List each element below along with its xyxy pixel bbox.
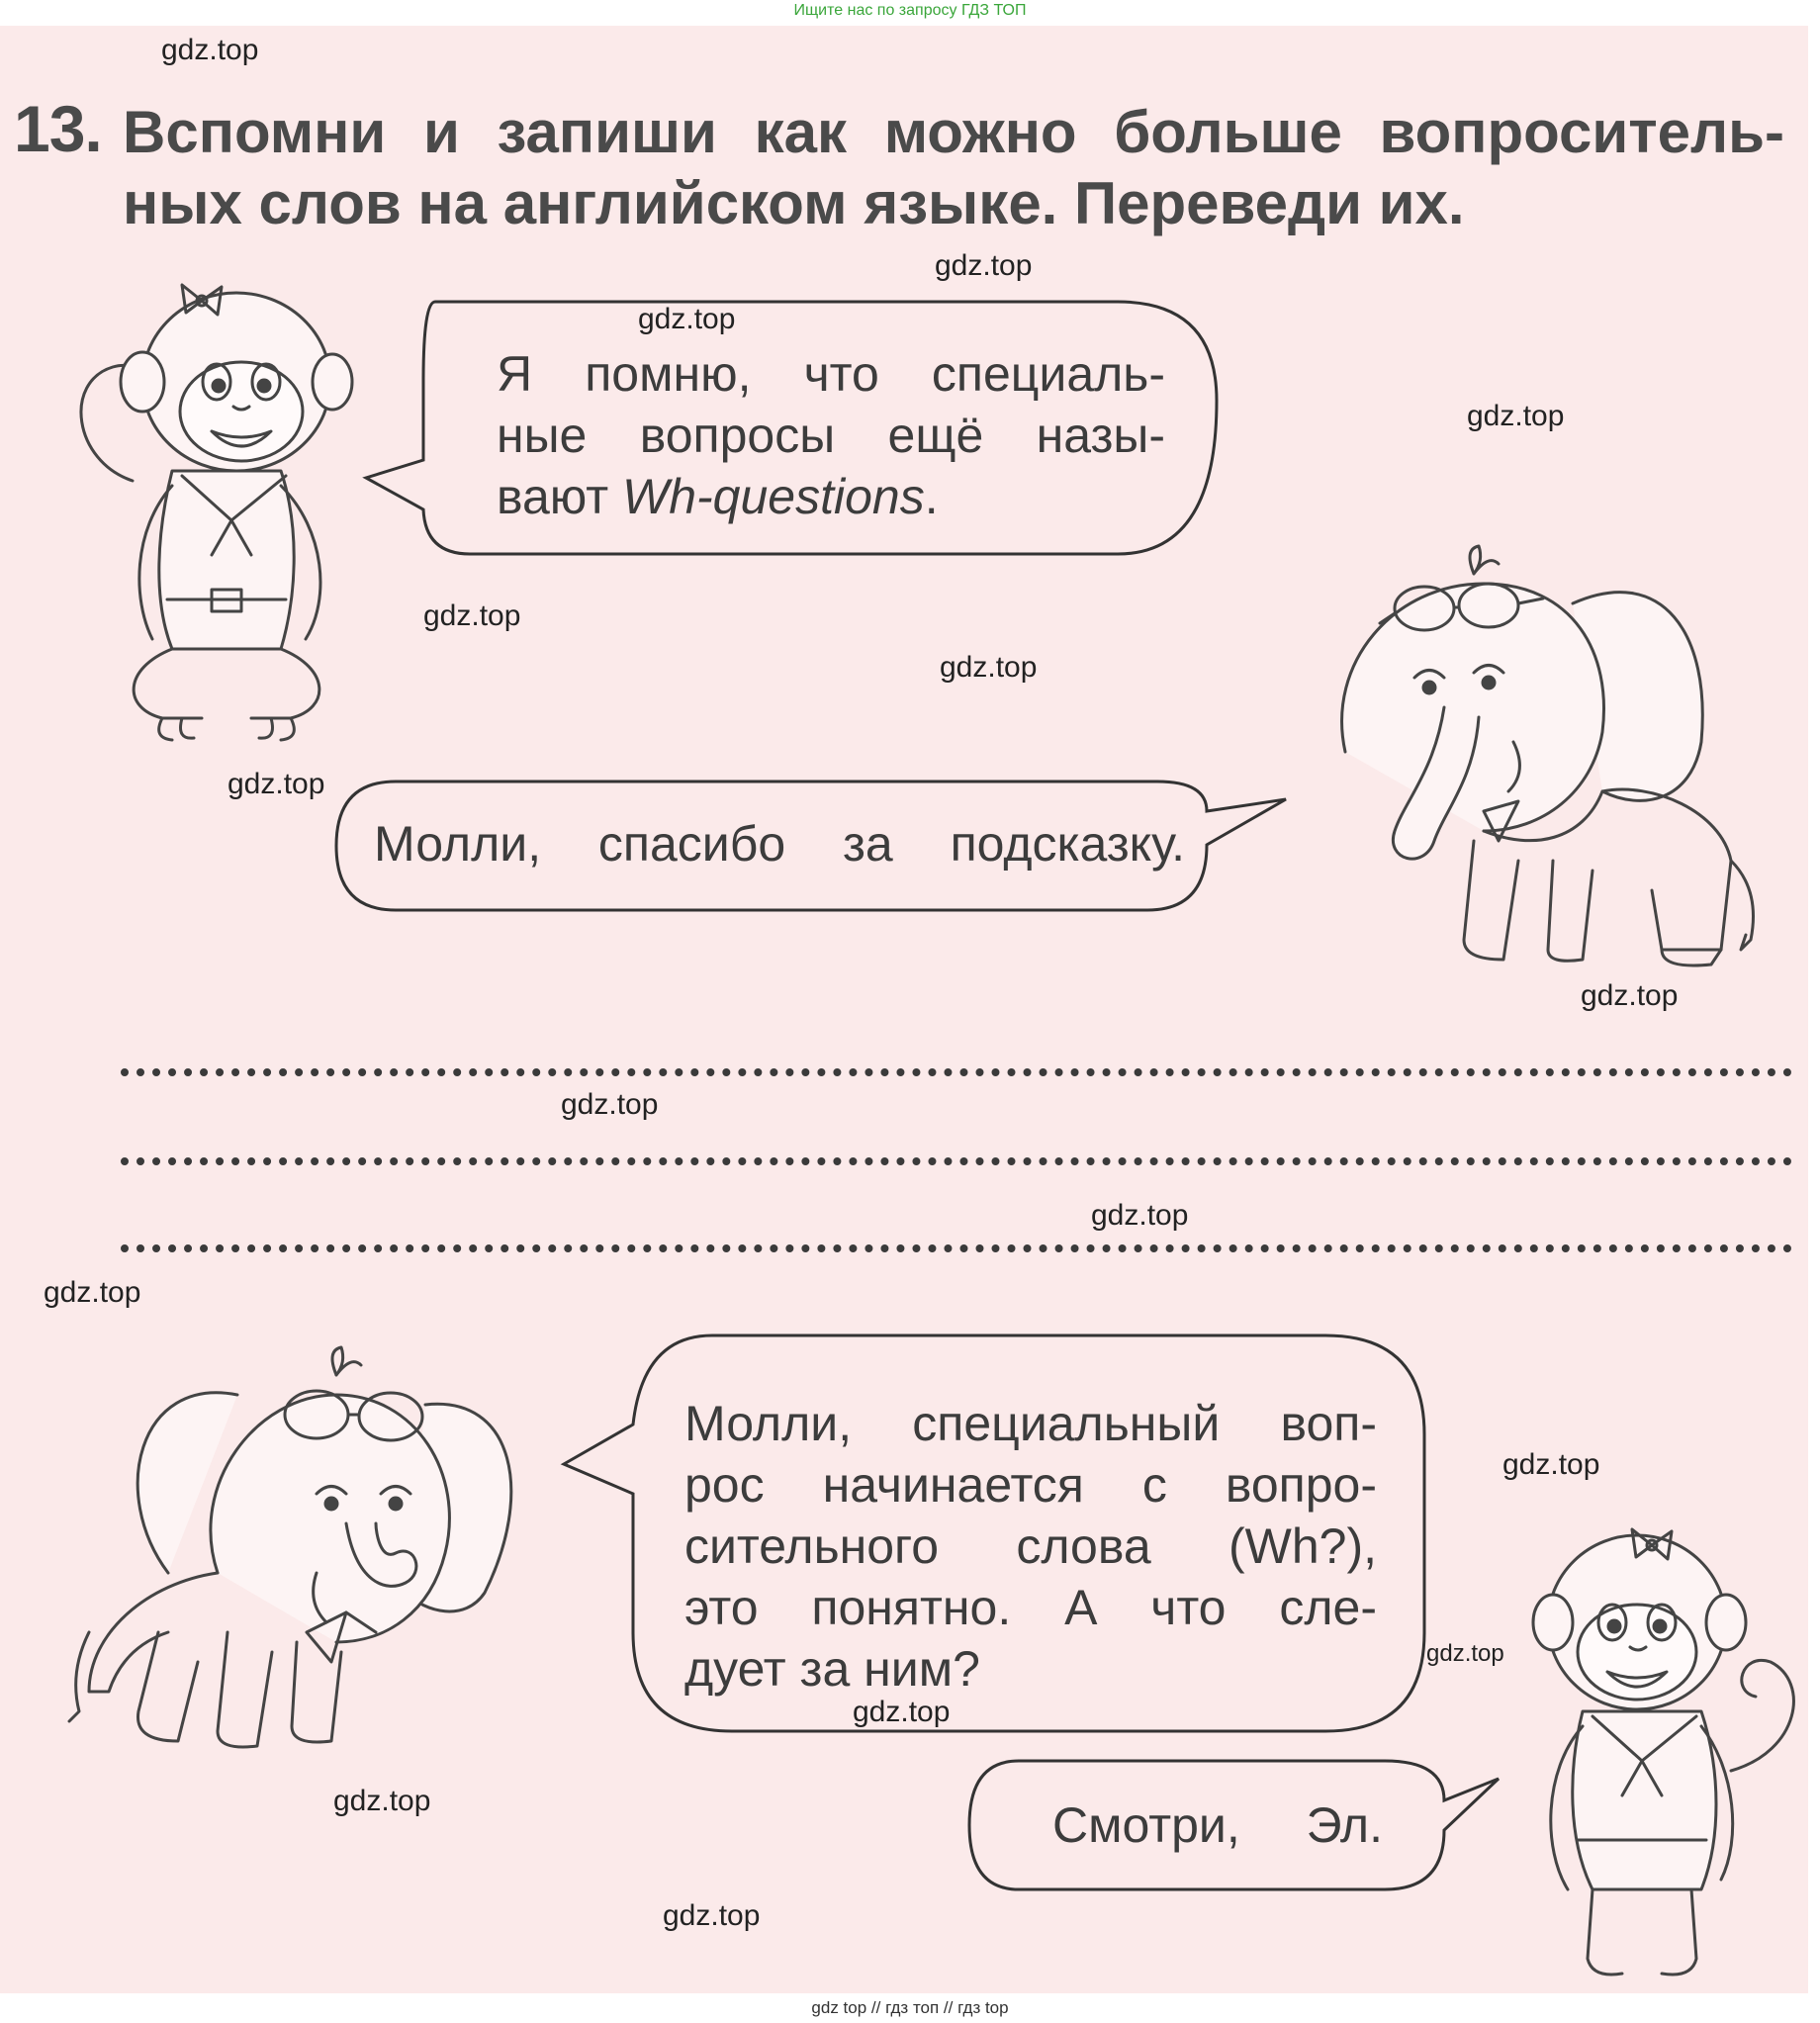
- watermark: gdz.top: [663, 1899, 761, 1932]
- bubble-molly-1-text: [497, 343, 1165, 527]
- top-banner[interactable]: Ищите нас по запросу ГДЗ ТОП: [793, 2, 1027, 19]
- bubble-molly-1-line-3-suffix: .: [924, 469, 939, 524]
- watermark: gdz.top: [853, 1696, 951, 1728]
- elephant-el-illustration-2: [49, 1335, 554, 1761]
- bubble-el-2-line-3: сительного слова (Wh?),: [684, 1518, 1377, 1574]
- bubble-el-2-line-2: рос начинается с вопро-: [684, 1457, 1377, 1513]
- bottom-banner[interactable]: gdz top // гдз топ // гдз top: [811, 1998, 1009, 2017]
- answer-line-3[interactable]: [121, 1244, 1792, 1252]
- answer-line-1[interactable]: [121, 1068, 1792, 1076]
- bubble-molly-1-line-3-prefix: вают: [497, 469, 623, 524]
- bubble-molly-2-line: Смотри, Эл.: [1052, 1797, 1383, 1853]
- bubble-el-2-text: [684, 1393, 1377, 1700]
- watermark: gdz.top: [1581, 979, 1679, 1012]
- bubble-el-1-text: [374, 813, 1185, 874]
- task-instruction-line-2: ных слов на английском языке. Переведи их.: [123, 170, 1465, 236]
- bubble-molly-1-line-3: [497, 466, 1165, 527]
- watermark: gdz.top: [1502, 1448, 1600, 1481]
- watermark: gdz.top: [228, 768, 325, 800]
- watermark: gdz.top: [1426, 1640, 1504, 1667]
- watermark: gdz.top: [423, 599, 521, 632]
- bubble-molly-1-line-1: Я помню, что специаль-: [497, 346, 1165, 402]
- answer-line-2[interactable]: [121, 1157, 1792, 1165]
- watermark: gdz.top: [638, 303, 736, 335]
- bubble-el-1-line: Молли, спасибо за подсказку.: [374, 816, 1185, 872]
- watermark: gdz.top: [561, 1088, 659, 1121]
- bubble-el-2-line-4: это понятно. А что сле-: [684, 1580, 1377, 1635]
- task-instruction-line-1: Вспомни и запиши как можно больше вопроситель-: [123, 99, 1784, 165]
- watermark: gdz.top: [935, 249, 1033, 282]
- task-instruction: [123, 97, 1784, 239]
- task-number: 13.: [14, 92, 102, 165]
- watermark: gdz.top: [161, 34, 259, 66]
- elephant-el-illustration-1: [1286, 544, 1761, 979]
- watermark: gdz.top: [1091, 1199, 1189, 1232]
- elephant-icon: [49, 1335, 554, 1761]
- bubble-el-2-line-1: Молли, специальный воп-: [684, 1396, 1377, 1451]
- watermark: gdz.top: [940, 651, 1038, 684]
- elephant-icon: [1286, 544, 1761, 979]
- monkey-molly-illustration: [63, 273, 350, 748]
- monkey-icon: [1513, 1523, 1800, 1988]
- monkey-icon: [63, 273, 350, 748]
- watermark: gdz.top: [333, 1785, 431, 1817]
- bubble-molly-1-line-2: ные вопросы ещё назы-: [497, 408, 1165, 463]
- watermark: gdz.top: [44, 1276, 141, 1309]
- bubble-molly-2-text: [1052, 1794, 1383, 1856]
- bubble-el-2-line-5: дует за ним?: [684, 1641, 980, 1697]
- monkey-molly-illustration-2: [1513, 1523, 1800, 1988]
- watermark: gdz.top: [1467, 400, 1565, 432]
- wh-questions-term: Wh-questions: [622, 469, 925, 524]
